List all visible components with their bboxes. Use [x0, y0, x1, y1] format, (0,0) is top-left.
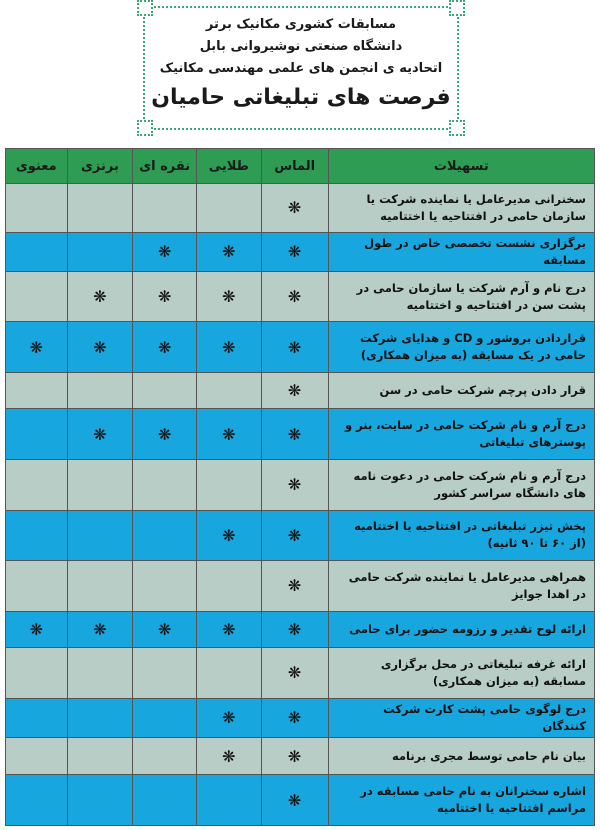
asterisk-icon: ❋	[196, 510, 261, 561]
empty-cell	[6, 698, 68, 737]
page-title: فرصت های تبلیغاتی حامیان	[151, 85, 451, 110]
asterisk-icon: ❋	[261, 459, 328, 510]
asterisk-icon: ❋	[196, 271, 261, 322]
table-header-row	[6, 149, 595, 184]
empty-cell	[67, 698, 133, 737]
asterisk-icon: ❋	[133, 232, 197, 271]
frame-corner	[137, 120, 153, 136]
facility-cell: ارائه غرفه تبلیغاتی در محل برگزاری مسابقه (به میزان همکاری)	[328, 648, 594, 699]
asterisk-icon: ❋	[67, 611, 133, 647]
empty-cell	[133, 775, 197, 826]
table-row	[6, 271, 595, 322]
asterisk-icon: ❋	[6, 611, 68, 647]
table-row	[6, 232, 595, 271]
asterisk-icon: ❋	[196, 611, 261, 647]
empty-cell	[6, 373, 68, 409]
facility-cell: درج نام و آرم شرکت یا سازمان حامی در پشت سن در افتتاحیه و اختتامیه	[328, 271, 594, 322]
asterisk-icon: ❋	[261, 271, 328, 322]
asterisk-icon: ❋	[261, 775, 328, 826]
empty-cell	[133, 561, 197, 612]
empty-cell	[67, 775, 133, 826]
table-row	[6, 648, 595, 699]
frame-corner	[449, 120, 465, 136]
empty-cell	[67, 510, 133, 561]
asterisk-icon: ❋	[261, 373, 328, 409]
empty-cell	[196, 561, 261, 612]
asterisk-icon: ❋	[133, 409, 197, 460]
facility-cell: همراهی مدیرعامل یا نماینده شرکت حامی در اهدا جوایز	[328, 561, 594, 612]
column-header: طلایی	[196, 149, 261, 184]
empty-cell	[133, 648, 197, 699]
empty-cell	[67, 737, 133, 774]
table-row	[6, 409, 595, 460]
facility-cell: قراردادن بروشور و CD و هدایای شرکت حامی در یک مسابقه (به میزان همکاری)	[328, 322, 594, 373]
empty-cell	[67, 648, 133, 699]
facility-cell: برگزاری نشست تخصصی خاص در طول مسابقه	[328, 232, 594, 271]
asterisk-icon: ❋	[261, 232, 328, 271]
facility-cell: ارائه لوح تقدیر و رزومه حضور برای حامی	[328, 611, 594, 647]
empty-cell	[133, 184, 197, 233]
empty-cell	[6, 409, 68, 460]
empty-cell	[133, 698, 197, 737]
empty-cell	[6, 184, 68, 233]
asterisk-icon: ❋	[261, 611, 328, 647]
facility-cell: بیان نام حامی توسط مجری برنامه	[328, 737, 594, 774]
asterisk-icon: ❋	[196, 322, 261, 373]
table-row	[6, 737, 595, 774]
empty-cell	[196, 459, 261, 510]
empty-cell	[67, 459, 133, 510]
empty-cell	[6, 561, 68, 612]
empty-cell	[6, 775, 68, 826]
asterisk-icon: ❋	[261, 648, 328, 699]
empty-cell	[133, 510, 197, 561]
table-row	[6, 510, 595, 561]
empty-cell	[67, 232, 133, 271]
empty-cell	[6, 232, 68, 271]
asterisk-icon: ❋	[261, 510, 328, 561]
column-header: الماس	[261, 149, 328, 184]
asterisk-icon: ❋	[196, 737, 261, 774]
asterisk-icon: ❋	[261, 184, 328, 233]
empty-cell	[196, 775, 261, 826]
header-line-2: دانشگاه صنعتی نوشیروانی بابل	[199, 39, 403, 54]
facility-cell: درج آرم و نام شرکت حامی در سایت، بنر و پوسترهای تبلیغاتی	[328, 409, 594, 460]
column-header: معنوی	[6, 149, 68, 184]
asterisk-icon: ❋	[261, 698, 328, 737]
header-box	[143, 6, 459, 130]
table-row	[6, 698, 595, 737]
empty-cell	[133, 459, 197, 510]
header-text	[145, 14, 457, 114]
table-row	[6, 611, 595, 647]
asterisk-icon: ❋	[196, 232, 261, 271]
sponsorship-table	[5, 148, 595, 826]
asterisk-icon: ❋	[196, 409, 261, 460]
empty-cell	[67, 184, 133, 233]
empty-cell	[133, 373, 197, 409]
table-row	[6, 373, 595, 409]
asterisk-icon: ❋	[261, 409, 328, 460]
empty-cell	[67, 561, 133, 612]
header-line-3: اتحادیه ی انجمن های علمی مهندسی مکانیک	[159, 61, 443, 76]
column-header: تسهیلات	[328, 149, 594, 184]
column-header: نقره ای	[133, 149, 197, 184]
asterisk-icon: ❋	[67, 271, 133, 322]
asterisk-icon: ❋	[196, 698, 261, 737]
facility-cell: درج آرم و نام شرکت حامی در دعوت نامه های دانشگاه سراسر کشور	[328, 459, 594, 510]
asterisk-icon: ❋	[6, 322, 68, 373]
header-line-1: مسابقات کشوری مکانیک برتر	[205, 17, 397, 32]
empty-cell	[67, 373, 133, 409]
asterisk-icon: ❋	[261, 737, 328, 774]
table-row	[6, 561, 595, 612]
empty-cell	[196, 373, 261, 409]
asterisk-icon: ❋	[67, 322, 133, 373]
column-header: برنزی	[67, 149, 133, 184]
facility-cell: پخش تیزر تبلیغاتی در افتتاحیه یا اختتامیه (از ۶۰ تا ۹۰ ثانیه)	[328, 510, 594, 561]
table-row	[6, 775, 595, 826]
empty-cell	[6, 648, 68, 699]
table-row	[6, 184, 595, 233]
asterisk-icon: ❋	[133, 322, 197, 373]
empty-cell	[6, 510, 68, 561]
empty-cell	[196, 648, 261, 699]
empty-cell	[6, 737, 68, 774]
empty-cell	[196, 184, 261, 233]
empty-cell	[6, 271, 68, 322]
facility-cell: اشاره سخنرانان به نام حامی مسابقه در مراسم افتتاحیه یا اختتامیه	[328, 775, 594, 826]
asterisk-icon: ❋	[261, 561, 328, 612]
asterisk-icon: ❋	[133, 611, 197, 647]
table-row	[6, 459, 595, 510]
empty-cell	[133, 737, 197, 774]
empty-cell	[6, 459, 68, 510]
asterisk-icon: ❋	[67, 409, 133, 460]
asterisk-icon: ❋	[133, 271, 197, 322]
facility-cell: سخنرانی مدیرعامل یا نماینده شرکت یا سازمان حامی در افتتاحیه یا اختتامیه	[328, 184, 594, 233]
facility-cell: درج لوگوی حامی پشت کارت شرکت کنندگان	[328, 698, 594, 737]
asterisk-icon: ❋	[261, 322, 328, 373]
facility-cell: قرار دادن پرچم شرکت حامی در سن	[328, 373, 594, 409]
table-row	[6, 322, 595, 373]
